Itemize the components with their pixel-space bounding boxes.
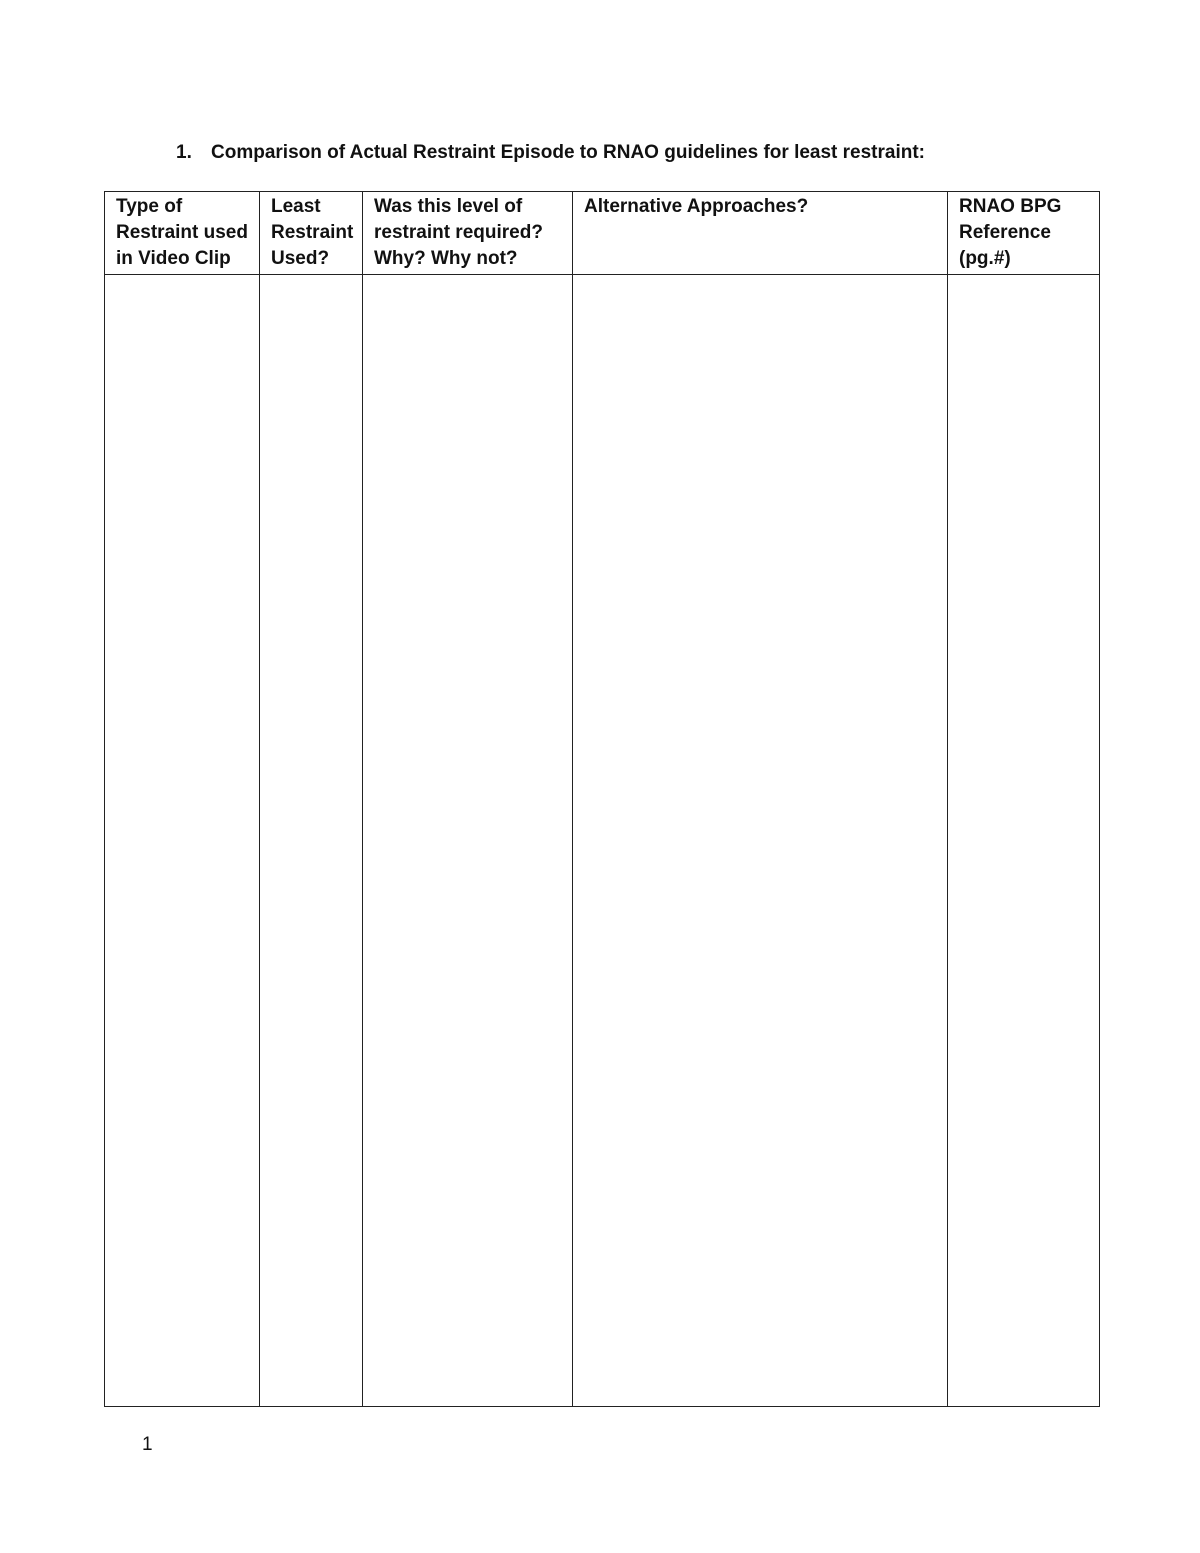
section-number: 1. <box>176 142 192 163</box>
table-row <box>105 275 1100 1407</box>
cell-rnao-reference[interactable] <box>948 275 1100 1407</box>
table-header-row <box>105 192 1100 275</box>
page-number: 1 <box>142 1434 153 1455</box>
cell-alternative-approaches[interactable] <box>573 275 948 1407</box>
column-header-rnao-reference: RNAO BPG Reference (pg.#) <box>948 192 1100 275</box>
section-heading <box>176 142 925 164</box>
comparison-table <box>104 191 1100 1407</box>
column-header-level-required: Was this level of restraint required? Why? Why not? <box>363 192 573 275</box>
cell-least-restraint[interactable] <box>260 275 363 1407</box>
cell-type-of-restraint[interactable] <box>105 275 260 1407</box>
cell-level-required[interactable] <box>363 275 573 1407</box>
column-header-alternative-approaches: Alternative Approaches? <box>573 192 948 275</box>
column-header-type-of-restraint: Type of Restraint used in Video Clip <box>105 192 260 275</box>
column-header-least-restraint: Least Restraint Used? <box>260 192 363 275</box>
section-title: Comparison of Actual Restraint Episode to RNAO guidelines for least restraint: <box>211 142 926 163</box>
